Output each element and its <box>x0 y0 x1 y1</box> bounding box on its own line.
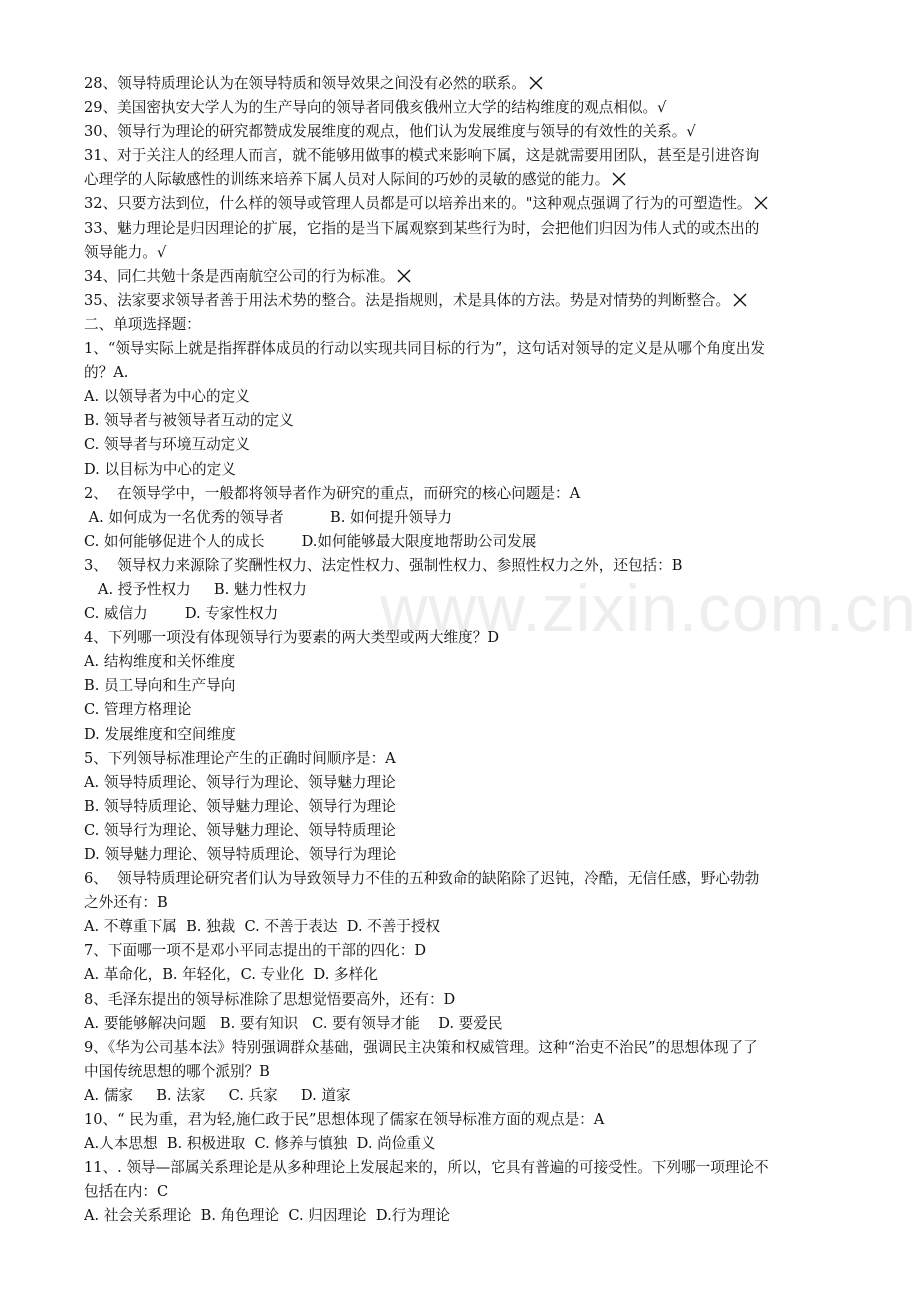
question-line: D. 领导魅力理论、领导特质理论、领导行为理论 <box>84 846 397 863</box>
statement-text: 33、魅力理论是归因理论的扩展，它指的是当下属观察到某些行为时，会把他们归因为伟人式的或杰出的 <box>84 219 760 237</box>
statement-text: 34、同仁共勉十条是西南航空公司的行为标准。 <box>84 267 395 285</box>
question-line: 8、毛泽东提出的领导标准除了思想觉悟要高外，还有：D <box>84 990 456 1008</box>
question-line: A. 领导特质理论、领导行为理论、领导魅力理论 <box>84 773 396 791</box>
question-line: 11、. 领导—部属关系理论是从多种理论上发展起来的，所以，它具有普遍的可接受性。下列哪一项理论不 <box>84 1159 769 1177</box>
question-line: C. 领导者与环境互动定义 <box>84 436 250 454</box>
statement-line <box>84 168 844 192</box>
cross-mark-icon <box>396 268 412 284</box>
question-line: D. 发展维度和空间维度 <box>84 725 236 743</box>
statement-line <box>84 192 844 216</box>
question-line: A. 结构维度和关怀维度 <box>84 653 236 671</box>
question-line: A. 以领导者为中心的定义 <box>84 388 250 406</box>
statement-text: 28、领导特质理论认为在领导特质和领导效果之间没有必然的联系。 <box>84 75 526 92</box>
question-line: 5、下列领导标准理论产生的正确时间顺序是：A <box>84 749 396 767</box>
question-line: 6、 领导特质理论研究者们认为导致领导力不佳的五种致命的缺陷除了迟钝，冷酷，无信任感，野心勃勃 <box>84 870 760 888</box>
question-line: D. 以目标为中心的定义 <box>84 460 236 478</box>
statement-line <box>84 265 844 289</box>
statement-line <box>84 241 844 265</box>
cross-mark-icon <box>753 195 769 211</box>
question-line: 之外还有：B <box>84 894 168 912</box>
statement-text: 心理学的人际敏感性的训练来培养下属人员对人际间的巧妙的灵敏的感觉的能力。 <box>84 171 610 189</box>
question-line: B. 员工导向和生产导向 <box>84 677 236 695</box>
question-line: 4、下列哪一项没有体现领导行为要素的两大类型或两大维度？D <box>84 629 500 647</box>
question-line: C. 如何能够促进个人的成长 D.如何能够最大限度地帮助公司发展 <box>84 532 537 550</box>
question-line: A. 授予性权力 B. 魅力性权力 <box>84 580 307 598</box>
question-line: 3、 领导权力来源除了奖酬性权力、法定性权力、强制性权力、参照性权力之外，还包括：B <box>84 556 683 574</box>
question-line: 中国传统思想的哪个派别？B <box>84 1062 270 1080</box>
statement-text: 30、领导行为理论的研究都赞成发展维度的观点，他们认为发展维度与领导的有效性的关系。√ <box>84 123 696 141</box>
statement-text: 32、只要方法到位，什么样的领导或管理人员都是可以培养出来的。"这种观点强调了行为的可塑造性。 <box>84 195 752 213</box>
question-line: A.人本思想 B. 积极进取 C. 修养与慎独 D. 尚俭重义 <box>84 1135 436 1153</box>
question-line: A. 社会关系理论 B. 角色理论 C. 归因理论 D.行为理论 <box>84 1207 451 1225</box>
cross-mark-icon <box>611 171 627 187</box>
statement-text: 29、美国密执安大学人为的生产导向的领导者同俄亥俄州立大学的结构维度的观点相似。√ <box>84 99 667 117</box>
question-line: C. 领导行为理论、领导魅力理论、领导特质理论 <box>84 821 396 839</box>
watermark: www.zixin.com.cn <box>380 571 917 645</box>
question-line: 10、“ 民为重，君为轻,施仁政于民”思想体现了儒家在领导标准方面的观点是：A <box>84 1111 605 1129</box>
question-line: A. 儒家 B. 法家 C. 兵家 D. 道家 <box>84 1086 351 1104</box>
question-line: A. 如何成为一名优秀的领导者 B. 如何提升领导力 <box>84 508 453 526</box>
question-line: A. 不尊重下属 B. 独裁 C. 不善于表达 D. 不善于授权 <box>84 918 441 936</box>
statement-text: 31、对于关注人的经理人而言，就不能够用做事的模式来影响下属，这是就需要用团队，甚至是引进咨询 <box>84 147 760 165</box>
question-line: 1、“领导实际上就是指挥群体成员的行动以实现共同目标的行为”，这句话对领导的定义是从哪个角度出发 <box>84 340 765 358</box>
section-heading: 二、单项选择题： <box>84 315 201 333</box>
question-line: A. 要能够解决问题 B. 要有知识 C. 要有领导才能 D. 要爱民 <box>84 1014 503 1032</box>
statement-line <box>84 217 844 241</box>
question-line: 2、 在领导学中，一般都将领导者作为研究的重点，而研究的核心问题是：A <box>84 484 581 502</box>
document-page <box>84 72 844 1229</box>
true-false-section <box>84 72 844 313</box>
cross-mark-icon <box>528 75 544 91</box>
question-line: C. 管理方格理论 <box>84 701 192 719</box>
question-line: B. 领导特质理论、领导魅力理论、领导行为理论 <box>84 797 396 815</box>
cross-mark-icon <box>732 292 748 308</box>
question-line: 的？A. <box>84 364 129 382</box>
question-line: C. 威信力 D. 专家性权力 <box>84 605 279 623</box>
statement-line <box>84 96 844 120</box>
statement-text: 35、法家要求领导者善于用法术势的整合。法是指规则，术是具体的方法。势是对情势的判断整合。 <box>84 291 731 309</box>
statement-line <box>84 289 844 313</box>
question-line: 包括在内：C <box>84 1183 169 1201</box>
question-line: B. 领导者与被领导者互动的定义 <box>84 412 294 430</box>
question-line: 7、下面哪一项不是邓小平同志提出的干部的四化：D <box>84 942 427 960</box>
statement-line <box>84 144 844 168</box>
statement-line <box>84 120 844 144</box>
statement-text: 领导能力。√ <box>84 243 167 261</box>
question-line: A. 革命化，B. 年轻化，C. 专业化 D. 多样化 <box>84 966 378 984</box>
statement-line <box>84 72 844 96</box>
question-line: 9、《华为公司基本法》特别强调群众基础，强调民主决策和权威管理。这种“治吏不治民”的思想体现了了 <box>84 1038 758 1056</box>
multiple-choice-section <box>84 337 844 1228</box>
